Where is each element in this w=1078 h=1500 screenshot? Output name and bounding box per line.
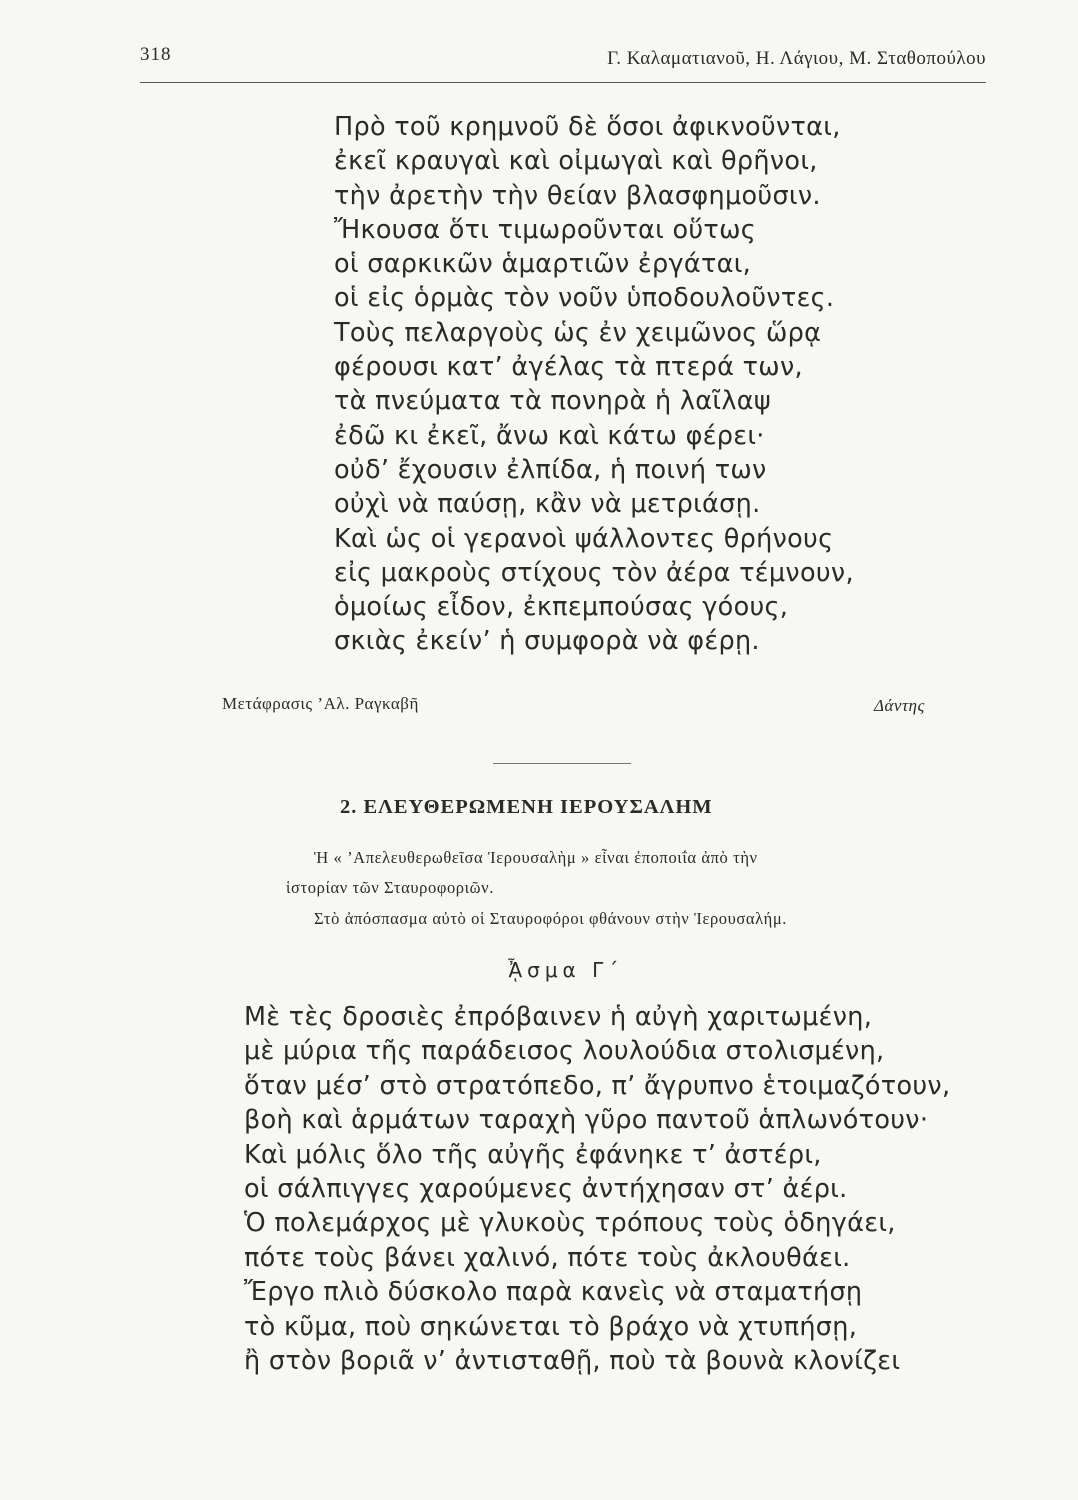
page-number: 318 [140,44,172,65]
dante-poem [334,110,854,659]
poem-line: σκιὰς ἐκείν’ ἡ συμφορὰ νὰ φέρῃ. [334,626,760,657]
page-header [140,44,986,74]
poem-line: οἱ εἰς ὁρμὰς τὸν νοῦν ὑποδουλοῦντες. [334,283,835,314]
poem-line: Ἤκουσα ὅτι τιμωροῦνται οὕτως [334,214,757,245]
translation-credit: Μετάφρασις ’Αλ. Ραγκαβῆ [222,694,419,713]
poem-line: τὸ κῦμα, ποὺ σηκώνεται τὸ βράχο νὰ χτυπήσῃ, [244,1311,858,1342]
poem-line: οὐδ’ ἔχουσιν ἐλπίδα, ἡ ποινή των [334,454,767,485]
poem-line: εἰς μακροὺς στίχους τὸν ἀέρα τέμνουν, [334,557,854,588]
poem-line: ἐκεῖ κραυγαὶ καὶ οἰμωγαὶ καὶ θρῆνοι, [334,146,818,177]
intro-text-line: ἱστορίαν τῶν Σταυροφοριῶν. [286,878,494,897]
section-divider [493,763,631,764]
poem-line: οἱ σαρκικῶν ἁμαρτιῶν ἐργάται, [334,249,752,280]
poem-line: ἐδῶ κι ἐκεῖ, ἄνω καὶ κάτω φέρει· [334,420,765,451]
canto-heading: ᾎσμα Γ΄ [508,958,624,982]
poem-line: Ὁ πολεμάρχος μὲ γλυκοὺς τρόπους τοὺς ὁδηγάει, [244,1208,896,1239]
author-name: Δάντης [874,696,925,715]
poem-line: τὴν ἀρετὴν τὴν θείαν βλασφημοῦσιν. [334,180,821,211]
jerusalem-poem [244,1000,950,1378]
poem-line: Μὲ τὲς δροσιὲς ἐπρόβαινεν ἡ αὐγὴ χαριτωμένη, [244,1002,873,1032]
poem-line: Ἔργο πλιὸ δύσκολο παρὰ κανεὶς νὰ σταματήσῃ [244,1277,863,1308]
intro-text-line: Στὸ ἀπόσπασμα αὐτὸ οἱ Σταυροφόροι φθάνουν στὴν Ἱερουσαλήμ. [314,909,788,928]
poem-line: ἢ στὸν βοριᾶ ν’ ἀντισταθῇ, ποὺ τὰ βουνὰ κλονίζει [244,1346,901,1377]
poem-line: οἱ σάλπιγγες χαρούμενες ἀντήχησαν στ’ ἀέρι. [244,1174,848,1205]
poem-line: μὲ μύρια τῆς παράδεισος λουλούδια στολισμένη, [244,1036,885,1067]
header-rule [140,82,986,83]
poem-line: οὐχὶ νὰ παύσῃ, κἂν νὰ μετριάσῃ. [334,489,761,520]
poem-line: ὅταν μέσ’ στὸ στρατόπεδο, π’ ἄγρυπνο ἑτοιμαζότουν, [244,1070,951,1101]
poem-line: φέρουσι κατ’ ἀγέλας τὰ πτερά των, [334,352,803,383]
poem-line: βοὴ καὶ ἁρμάτων ταραχὴ γῦρο παντοῦ ἁπλωνότουν· [244,1105,929,1136]
poem-line: ὁμοίως εἶδον, ἐκπεμπούσας γόους, [334,592,789,623]
intro-text-line: Ἡ « ’Απελευθερωθεῖσα Ἱερουσαλὴμ » εἶναι ἐποποιΐα ἀπὸ τὴν [314,848,758,867]
running-head: Γ. Καλαματιανοῦ, Η. Λάγιου, Μ. Σταθοπούλου [607,48,986,69]
poem-line: Τοὺς πελαργοὺς ὡς ἐν χειμῶνος ὥρᾳ [334,317,822,348]
poem-line: Καὶ μόλις ὅλο τῆς αὐγῆς ἐφάνηκε τ’ ἀστέρι, [244,1139,822,1170]
poem-line: Πρὸ τοῦ κρημνοῦ δὲ ὅσοι ἀφικνοῦνται, [334,112,841,142]
poem-line: τὰ πνεύματα τὰ πονηρὰ ἡ λαῖλαψ [334,386,771,417]
poem-line: Καὶ ὡς οἱ γερανοὶ ψάλλοντες θρήνους [334,523,834,554]
section-title: 2. ΕΛΕΥΘΕΡΩΜΕΝΗ ΙΕΡΟΥΣΑΛΗΜ [340,796,713,818]
poem-line: πότε τοὺς βάνει χαλινό, πότε τοὺς ἀκλουθάει. [244,1242,851,1273]
